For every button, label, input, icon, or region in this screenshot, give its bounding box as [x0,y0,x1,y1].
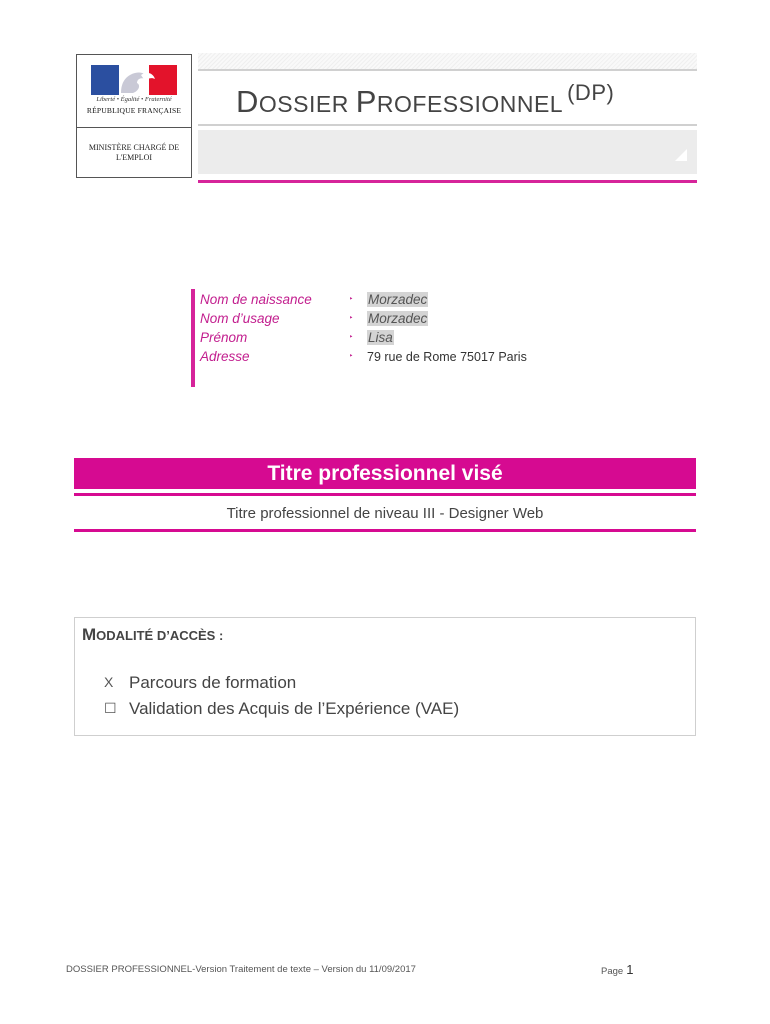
republic-name: RÉPUBLIQUE FRANÇAISE [86,106,182,115]
label-birth-name: Nom de naissance [200,292,312,307]
header-accent-rule [198,180,697,183]
marianne-logo [91,65,177,95]
option-training-label: Parcours de formation [129,673,297,692]
header-grey-band [198,130,697,174]
value-usage-name[interactable]: Morzadec [368,311,428,326]
bullet-arrow-icon: ‣ [349,315,354,322]
title-abbreviation: (DP) [567,80,615,105]
checkbox-training-checked[interactable]: X [104,674,114,690]
header-middle-rule [198,124,697,126]
republic-motto: Liberté • Égalité • Fraternité [96,96,172,103]
titre-rule-top [74,493,696,496]
titre-rule-bottom [74,529,696,532]
option-vae-label: Validation des Acquis de l’Expérience (VAE) [129,699,460,718]
footer-page-number: Page 1 [601,962,634,977]
value-first-name[interactable]: Lisa [368,330,393,345]
label-usage-name: Nom d’usage [200,311,280,326]
titre-heading-banner: Titre professionnel visé [74,458,696,489]
value-address[interactable]: 79 rue de Rome 75017 Paris [367,350,527,364]
label-first-name: Prénom [200,330,248,345]
bullet-arrow-icon: ‣ [349,296,354,303]
bullet-arrow-icon: ‣ [349,334,354,341]
label-address: Adresse [200,349,250,364]
value-birth-name[interactable]: Morzadec [368,292,428,307]
ministry-name: MINISTÈRE CHARGÉ DE L'EMPLOI [88,143,180,162]
checkbox-vae-unchecked[interactable]: ☐ [104,700,117,716]
bullet-arrow-icon: ‣ [349,353,354,360]
header-top-rule [198,69,697,71]
access-mode-title: MODALITÉ D’ACCÈS : [82,625,224,644]
identity-accent-bar [191,289,195,387]
header-hatch-band [198,53,697,69]
logo-divider [77,127,191,128]
corner-triangle-icon [675,149,687,161]
document-title: DOSSIER PROFESSIONNEL $^{(DP)}$ [236,80,615,119]
footer-version-text: DOSSIER PROFESSIONNEL-Version Traitement de texte – Version du 11/09/2017 [66,964,416,975]
republic-logo-box [76,54,192,178]
titre-value: Titre professionnel de niveau III - Designer Web [226,505,544,522]
